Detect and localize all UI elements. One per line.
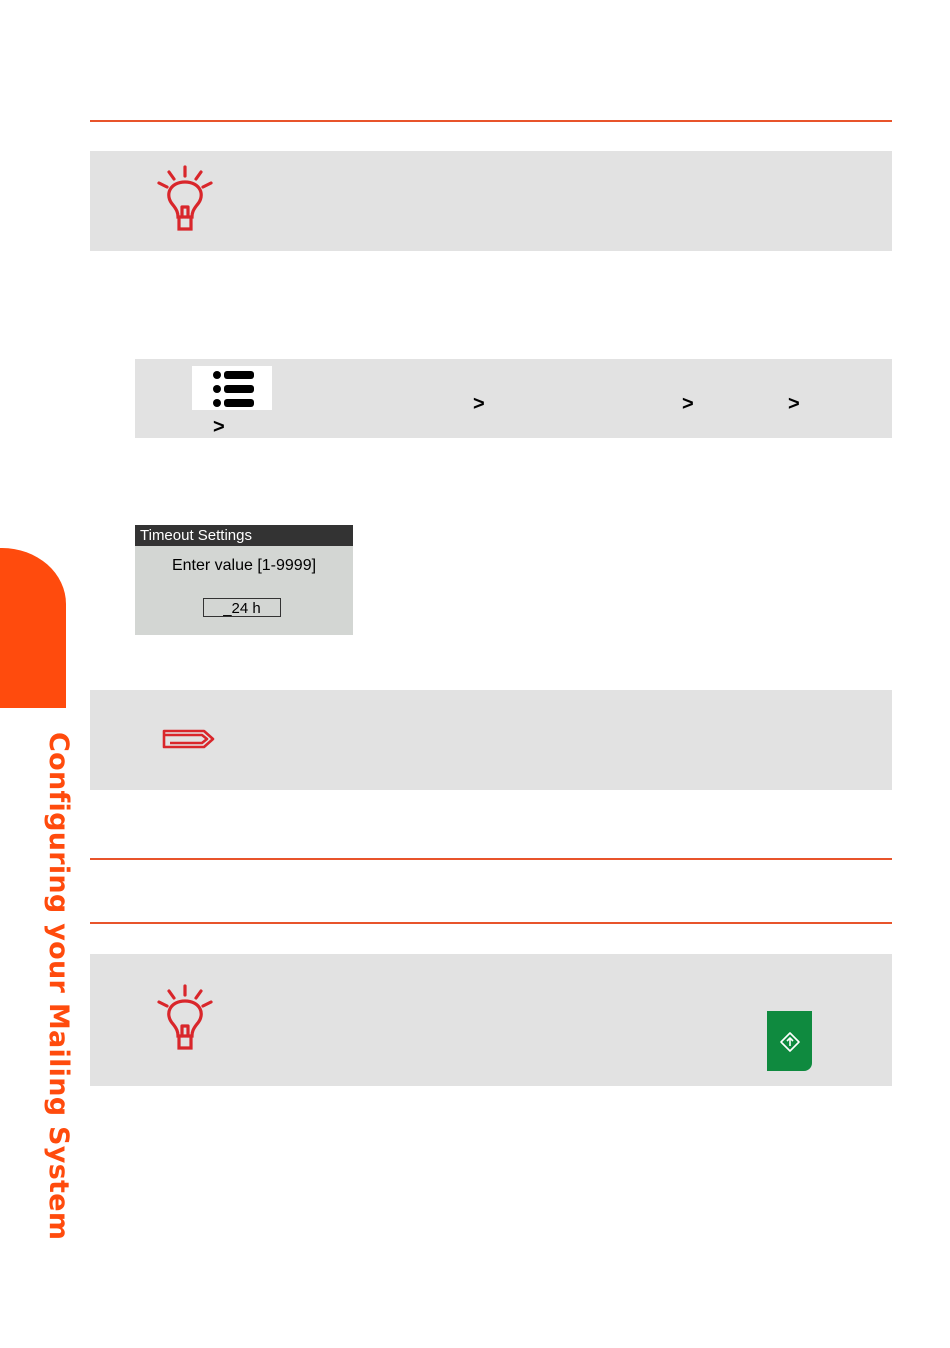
screen-title: Timeout Settings	[135, 525, 353, 546]
lightbulb-icon	[156, 984, 214, 1054]
section-rule-lower	[90, 922, 892, 924]
breadcrumb-separator: >	[473, 393, 485, 415]
breadcrumb-separator: >	[213, 416, 225, 438]
menu-button[interactable]	[192, 366, 272, 410]
chapter-tab	[0, 548, 66, 708]
section-rule-middle	[90, 858, 892, 860]
start-key-button[interactable]	[767, 1011, 812, 1071]
section-rule-top	[90, 120, 892, 122]
timeout-value-field[interactable]: _24 h	[203, 598, 281, 617]
timeout-settings-screen	[135, 525, 353, 635]
tip-box-top	[90, 151, 892, 251]
start-key-icon	[779, 1031, 801, 1053]
screen-prompt: Enter value [1-9999]	[171, 557, 317, 574]
breadcrumb-separator: >	[788, 393, 800, 415]
lightbulb-icon	[156, 165, 214, 235]
menu-list-icon	[211, 369, 257, 409]
chapter-title: Configuring your Mailing System	[43, 732, 74, 1241]
breadcrumb-separator: >	[682, 393, 694, 415]
note-box	[90, 690, 892, 790]
paperclip-icon	[162, 727, 216, 751]
